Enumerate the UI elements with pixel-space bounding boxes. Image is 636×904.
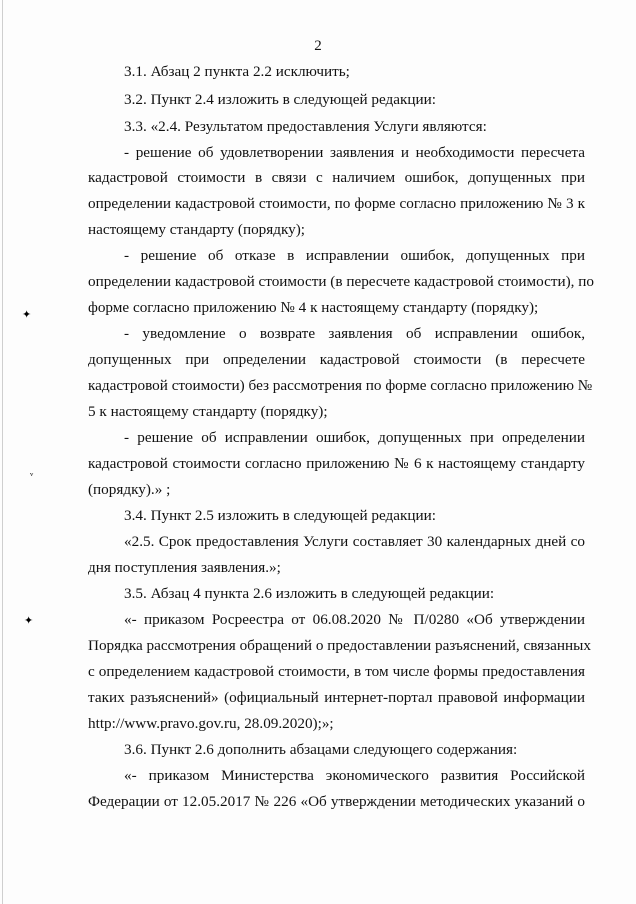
text-line: форме согласно приложению № 4 к настоящему стандарту (порядку); — [88, 299, 539, 316]
hole-punch-mark: ✦ — [22, 309, 32, 321]
text-line: кадастровой стоимости в связи с наличием ошибок, допущенных при — [88, 169, 585, 186]
text-line: с определением кадастровой стоимости, в том числе формы предоставления — [88, 663, 585, 680]
text-line: Порядка рассмотрения обращений о предоставлении разъяснений, связанных — [88, 637, 591, 654]
text-line: «- приказом Министерства экономического развития Российской — [124, 767, 585, 784]
text-line: дня поступления заявления.»; — [88, 559, 281, 576]
text-line: кадастровой стоимости) без рассмотрения по форме согласно приложению № — [88, 377, 593, 394]
hole-punch-mark: ✦ — [24, 615, 34, 627]
text-line: - решение об отказе в исправлении ошибок, допущенных при — [124, 247, 585, 264]
text-line: (порядку).» ; — [88, 481, 171, 498]
text-line: - решение об исправлении ошибок, допущенных при определении — [124, 429, 585, 446]
text-line: 3.6. Пункт 2.6 дополнить абзацами следующего содержания: — [124, 741, 518, 758]
text-line: «2.5. Срок предоставления Услуги составляет 30 календарных дней со — [124, 533, 585, 550]
text-line: 3.5. Абзац 4 пункта 2.6 изложить в следующей редакции: — [124, 585, 495, 602]
text-line: http://www.pravo.gov.ru, 28.09.2020);»; — [88, 715, 334, 732]
text-line: кадастровой стоимости согласно приложению № 6 к настоящему стандарту — [88, 455, 585, 472]
text-line: 3.4. Пункт 2.5 изложить в следующей редакции: — [124, 507, 437, 524]
text-line: - решение об удовлетворении заявления и необходимости пересчета — [124, 144, 585, 161]
text-line: 3.2. Пункт 2.4 изложить в следующей редакции: — [124, 91, 437, 108]
text-line: - уведомление о возврате заявления об исправлении ошибок, — [124, 325, 585, 342]
text-line: 3.3. «2.4. Результатом предоставления Услуги являются: — [124, 118, 487, 135]
text-line: 3.1. Абзац 2 пункта 2.2 исключить; — [124, 63, 350, 80]
text-line: определении кадастровой стоимости, по форме согласно приложению № 3 к — [88, 195, 585, 212]
text-line: допущенных при определении кадастровой стоимости (в пересчете — [88, 351, 585, 368]
scan-edge — [2, 0, 3, 904]
page-number: 2 — [314, 38, 322, 54]
text-line: «- приказом Росреестра от 06.08.2020 № П/0280 «Об утверждении — [124, 611, 585, 628]
hole-punch-mark: ᵥ — [30, 466, 34, 478]
text-line: определении кадастровой стоимости (в пересчете кадастровой стоимости), по — [88, 273, 594, 290]
text-line: таких разъяснений» (официальный интернет-портал правовой информации — [88, 689, 585, 706]
text-line: настоящему стандарту (порядку); — [88, 221, 306, 238]
text-line: 5 к настоящему стандарту (порядку); — [88, 403, 328, 420]
text-line: Федерации от 12.05.2017 № 226 «Об утверждении методических указаний о — [88, 793, 585, 810]
